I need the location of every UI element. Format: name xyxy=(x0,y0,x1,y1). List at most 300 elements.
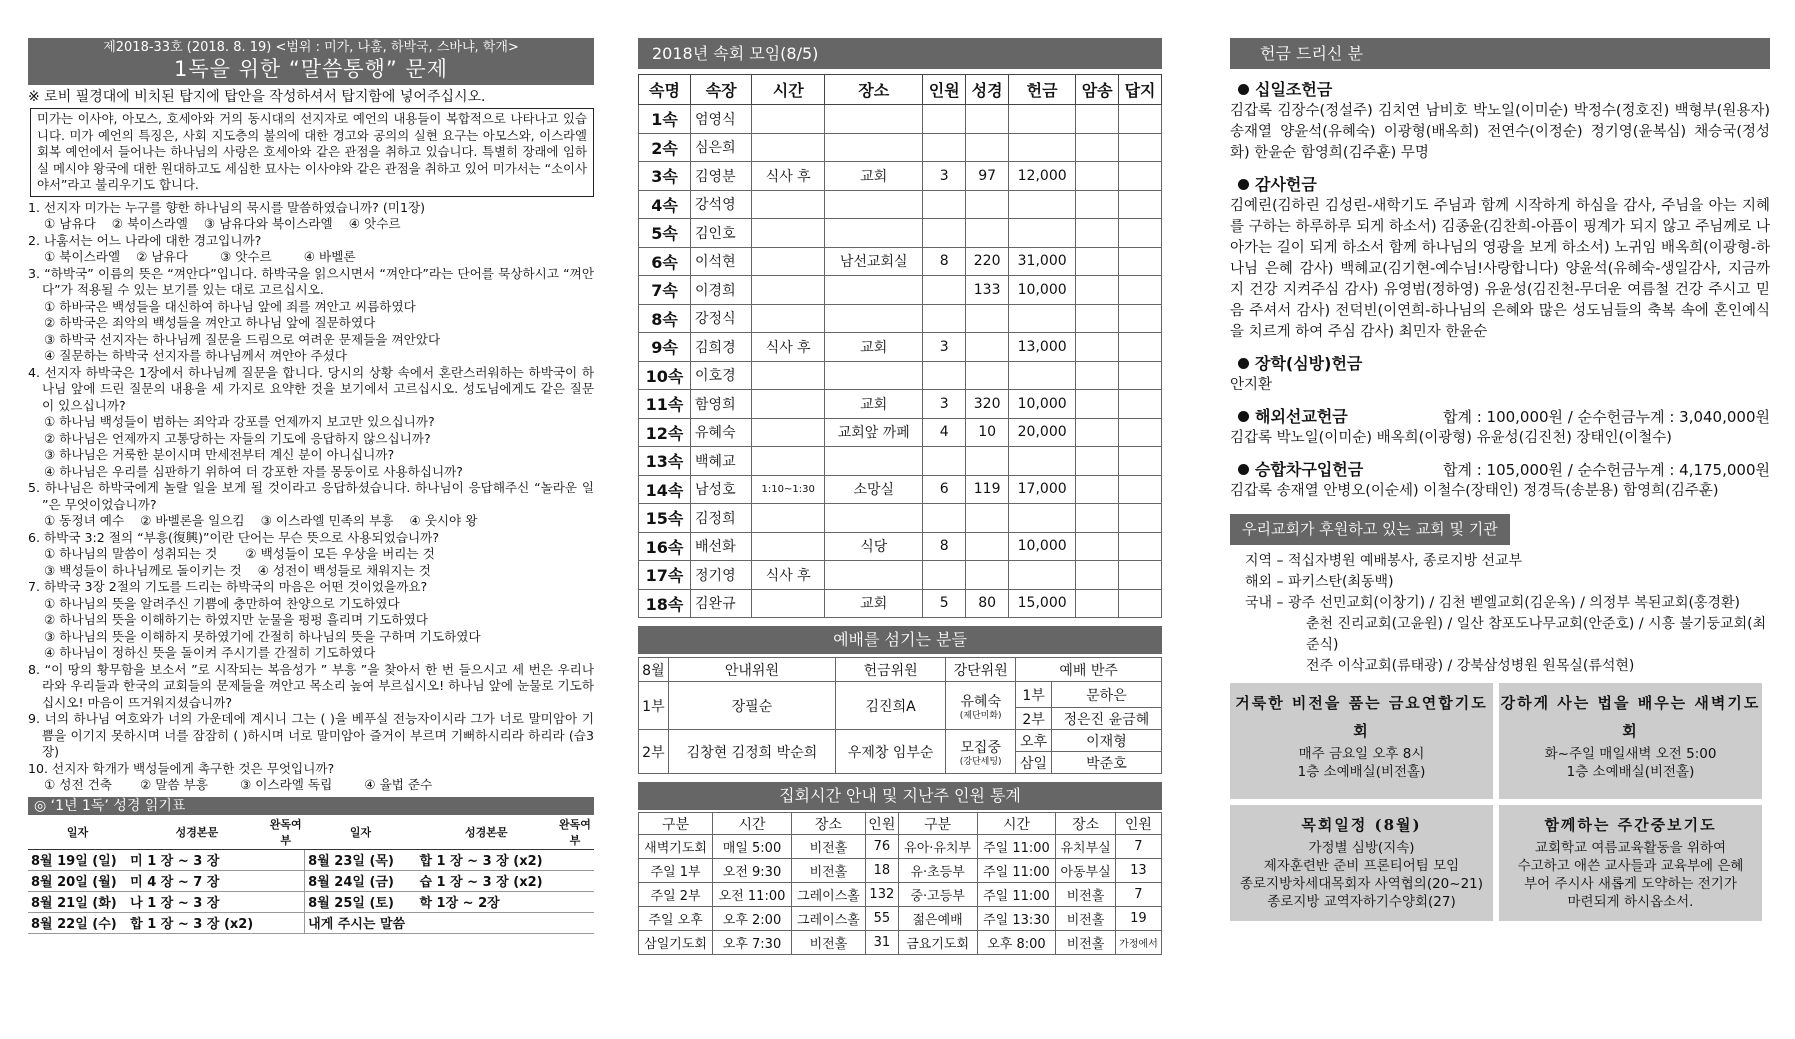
quiz-intro: 미가는 이사야, 아모스, 호세아와 거의 동시대의 선지자로 예언의 내용들이 복합적으로 나타나고 있습니다. 미가 예언의 특징은, 사회 지도층의 불의에 대한 경고와 공의의 실현 요구는 아모스와, 이스라엘 회복 예언에서 들어나는 하나님의 사랑은 호세아와 같은 관점을 취하고 있습니다. 특별히 장래에 임하실 메시야 왕국에 대한 원대하고도 세심한 묘사는 이사야와 같은 관점을 취하고 있어 미가서는 “소이사야서”라고 불리우기도 합니다. xyxy=(30,108,594,197)
cell-table-cell xyxy=(1009,219,1076,248)
cell-row xyxy=(639,589,1162,618)
cell-table-cell xyxy=(752,361,825,390)
reading-check-box[interactable] xyxy=(267,849,305,870)
question-option: ④ 하나님이 정하신 뜻을 돌이켜 주시기를 간절히 기도하였다 xyxy=(44,645,376,661)
cell-table-cell: 식사 후 xyxy=(752,162,825,191)
cell-table-cell: 3속 xyxy=(639,162,691,191)
cell-table-cell xyxy=(1119,589,1162,618)
notice-boxes xyxy=(1230,683,1770,921)
cell-table-cell xyxy=(752,589,825,618)
cell-table-cell xyxy=(1119,475,1162,504)
cell-table-cell xyxy=(1119,304,1162,333)
cell-table-cell: 유혜숙 xyxy=(691,418,752,447)
bullet-icon xyxy=(1238,464,1249,475)
stats-cell: 55 xyxy=(866,907,899,931)
support-line: 지역 – 적십자병원 예배봉사, 종로지방 선교부 xyxy=(1245,553,1523,569)
cell-table-cell xyxy=(1119,247,1162,276)
cell-table-cell xyxy=(1076,190,1119,219)
cell-table-cell: 정기영 xyxy=(691,561,752,590)
cell-table-cell xyxy=(752,504,825,533)
cell-table-cell: 20,000 xyxy=(1009,418,1076,447)
attendance-stats-table xyxy=(638,812,1162,955)
cell-table-cell: 16속 xyxy=(639,532,691,561)
altar-role: (강단세팅) xyxy=(959,756,1002,767)
quiz-title: 1독을 위한 “말씀통행” 문제 xyxy=(173,57,448,81)
reading-passage: 합 1 장 ~ 3 장 (x2) xyxy=(416,849,556,870)
reading-check-box[interactable] xyxy=(267,912,305,933)
stats-cell: 삼일기도회 xyxy=(639,931,713,955)
offering-category xyxy=(1230,406,1348,428)
stats-header: 구분 xyxy=(639,813,713,835)
reading-passage: 학 1장 ~ 2장 xyxy=(416,891,556,912)
reading-date: 8월 22일 (수) xyxy=(28,912,127,933)
worship-header: 8월 xyxy=(639,658,669,682)
stats-row xyxy=(639,859,1162,883)
cell-table-cell xyxy=(1119,532,1162,561)
question-option: ① 하나님 백성들이 범하는 죄악과 강포를 언제까지 보고만 있으십니까? xyxy=(44,414,435,430)
cell-meeting-title: 2018년 속회 모임(8/5) xyxy=(638,38,1162,69)
stats-cell: 7 xyxy=(1115,883,1161,907)
cell-table-cell: 엄영식 xyxy=(691,105,752,134)
stats-row xyxy=(639,931,1162,955)
offering-label: 십일조헌금 xyxy=(1255,80,1333,99)
question-option: ④ 하나님은 우리를 심판하기 위하여 더 강포한 자를 몽둥이로 사용하십니까? xyxy=(44,463,463,479)
cell-table-cell xyxy=(1076,589,1119,618)
question-item xyxy=(28,711,594,761)
reading-date: 8월 20일 (월) xyxy=(28,870,127,891)
stats-cell: 아동부실 xyxy=(1056,859,1116,883)
notice-box xyxy=(1499,683,1762,799)
offering-names: 김갑록 박노일(이미순) 배옥희(이광형) 유윤성(김진천) 장태인(이철수) xyxy=(1230,430,1672,446)
cell-table-cell xyxy=(1076,418,1119,447)
question-item xyxy=(28,365,594,481)
cell-table-cell: 김인호 xyxy=(691,219,752,248)
question-text: 2. 나훔서는 어느 나라에 대한 경고입니까? xyxy=(28,232,262,248)
question-option: ④ 질문하는 하박국 선지자를 하나님께서 껴안아 주셨다 xyxy=(44,348,347,364)
cell-table-cell xyxy=(1119,105,1162,134)
cell-table-header: 시간 xyxy=(752,75,825,105)
cell-table-cell: 17,000 xyxy=(1009,475,1076,504)
question-option: ③ 하나님의 뜻을 이해하지 못하였기에 간절히 하나님의 뜻을 구하며 기도하였다 xyxy=(44,628,481,644)
cell-table-cell xyxy=(1076,447,1119,476)
reading-row xyxy=(28,870,594,891)
cell-table-cell xyxy=(1009,361,1076,390)
offering-total: 합계 : 105,000원 / 순수헌금누계 : 4,175,000원 xyxy=(1442,461,1770,479)
offering-section-head xyxy=(1230,174,1770,196)
question-text: 9. 너의 하나님 여호와가 너의 가운데에 계시니 그는 ( )을 베푸실 전능자이시라 그가 너로 말미암아 기쁨을 이기지 못하시며 너를 잠잠히 ( )하시며 너로 말미암아 즐거이 부르며 기뻐하시리라 하리라 (습3장) xyxy=(28,711,594,760)
cell-table-cell xyxy=(752,532,825,561)
cell-table-cell: 6 xyxy=(923,475,966,504)
offering-names: 안지환 xyxy=(1230,377,1273,393)
cell-table-cell xyxy=(1009,105,1076,134)
notice-box-line: 매주 금요일 오후 8시 xyxy=(1298,746,1425,762)
cell-table-cell: 18속 xyxy=(639,589,691,618)
offering-category xyxy=(1230,174,1317,196)
stats-cell: 비전홀 xyxy=(1056,883,1116,907)
cell-table-cell xyxy=(923,504,966,533)
offering-category xyxy=(1230,459,1363,481)
cell-table-cell xyxy=(1009,133,1076,162)
notice-box-title: 거룩한 비전을 품는 금요연합기도회 xyxy=(1235,694,1488,740)
cell-table-cell xyxy=(825,105,923,134)
cell-table-cell xyxy=(1119,361,1162,390)
question-option: ③ 하나님은 거룩한 분이시며 만세전부터 계신 분이 아니십니까? xyxy=(44,447,395,463)
cell-table-cell: 교회 xyxy=(825,333,923,362)
worship-servers-title: 예배를 섬기는 분들 xyxy=(638,626,1162,654)
reading-plan-bar: ◎ ‘1년 1독’ 성경 읽기표 xyxy=(28,797,594,815)
support-line: 해외 – 파키스탄(최동백) xyxy=(1245,574,1394,590)
cell-table-cell: 교회 xyxy=(825,162,923,191)
cell-table-cell xyxy=(752,219,825,248)
reading-check-box[interactable] xyxy=(556,849,594,870)
question-text: 8. “이 땅의 황무함을 보소서 ”로 시작되는 복음성가 ” 부흥 ”을 찾아서 한 번 들으시고 세 번은 우리나라와 우리들과 한국의 교회들의 문제들을 껴안고 목소리 높여 부르십시오! 하나님 앞에 눈물로 기도하십시오! 마음이 뜨거워지셨습니까? xyxy=(28,661,594,710)
cell-table-cell xyxy=(752,190,825,219)
cell-table-cell: 식사 후 xyxy=(752,561,825,590)
stats-cell: 19 xyxy=(1115,907,1161,931)
cell-table-cell: 식당 xyxy=(825,532,923,561)
bullet-icon xyxy=(1238,411,1249,422)
cell-table-cell: 97 xyxy=(966,162,1009,191)
cell-row xyxy=(639,447,1162,476)
question-text: 10. 선지자 학개가 백성들에게 촉구한 것은 무엇입니까? xyxy=(28,760,335,776)
cell-table-cell xyxy=(966,304,1009,333)
cell-table-cell: 4 xyxy=(923,418,966,447)
cell-table-cell: 13속 xyxy=(639,447,691,476)
cell-table-cell xyxy=(923,105,966,134)
notice-box-title: 강하게 사는 법을 배우는 새벽기도회 xyxy=(1500,694,1761,740)
offering-section xyxy=(1230,174,1770,343)
reading-passage: 미 1 장 ~ 3 장 xyxy=(127,849,267,870)
reading-passage: 나 1 장 ~ 3 장 xyxy=(127,891,267,912)
cell-table-cell xyxy=(752,304,825,333)
cell-table-cell xyxy=(1076,133,1119,162)
support-list xyxy=(1245,551,1770,677)
stats-cell: 오후 2:00 xyxy=(713,907,792,931)
cell-table-header: 속명 xyxy=(639,75,691,105)
cell-table-cell: 심은희 xyxy=(691,133,752,162)
cell-table-cell: 15,000 xyxy=(1009,589,1076,618)
cell-table-cell: 10 xyxy=(966,418,1009,447)
cell-table-cell xyxy=(825,447,923,476)
cell-table-cell xyxy=(752,447,825,476)
stats-row xyxy=(639,883,1162,907)
support-line: 전주 이삭교회(류태광) / 강북삼성병원 원목실(류석현) xyxy=(1306,658,1635,674)
cell-table-cell xyxy=(752,390,825,419)
cell-table-cell: 김완규 xyxy=(691,589,752,618)
cell-table-cell xyxy=(923,219,966,248)
stats-cell: 주일 오후 xyxy=(639,907,713,931)
cell-table-cell xyxy=(825,219,923,248)
question-option: ② 하박국은 죄악의 백성들을 껴안고 하나님 앞에 질문하였다 xyxy=(44,315,376,331)
cell-table-cell: 10속 xyxy=(639,361,691,390)
reading-check-box[interactable] xyxy=(267,870,305,891)
question-list xyxy=(28,200,594,794)
offering-section xyxy=(1230,406,1770,449)
cell-table-cell: 119 xyxy=(966,475,1009,504)
stats-header: 장소 xyxy=(791,813,865,835)
offering-section-head xyxy=(1230,353,1770,375)
cell-row xyxy=(639,162,1162,191)
notice-box-title: 목회일정 (8월) xyxy=(1301,816,1422,834)
cell-table-cell: 남성호 xyxy=(691,475,752,504)
cell-table-cell xyxy=(825,504,923,533)
cell-row xyxy=(639,133,1162,162)
accomp-part: 오후 xyxy=(1016,730,1052,752)
offering-category xyxy=(1230,353,1362,375)
offering-title: 헌금 드리신 분 xyxy=(1230,38,1770,69)
cell-meeting-table xyxy=(638,74,1162,618)
cell-table-cell: 1속 xyxy=(639,105,691,134)
question-text: 1. 선지자 미가는 누구를 향한 하나님의 묵시를 말씀하였습니까? (미1장) xyxy=(28,199,426,215)
cell-table-cell: 320 xyxy=(966,390,1009,419)
question-text: 4. 선지자 하박국은 1장에서 하나님께 질문을 합니다. 당시의 상황 속에서 혼란스러워하는 하박국이 하나님 앞에 드린 질문의 내용을 세 가지로 요약한 것을 보기에서 고르십시오. 성도님에게도 같은 질문이 있으십니까? xyxy=(28,364,594,413)
stats-header: 시간 xyxy=(977,813,1056,835)
question-option: ③ 백성들이 하나님께로 돌이키는 것 ④ 성전이 백성들로 채워지는 것 xyxy=(44,562,431,578)
cell-table-cell xyxy=(1119,162,1162,191)
cell-table-cell xyxy=(1119,190,1162,219)
stats-cell: 주일 11:00 xyxy=(977,835,1056,859)
reading-passage: 합 1 장 ~ 3 장 (x2) xyxy=(127,912,267,933)
stats-cell: 오후 7:30 xyxy=(713,931,792,955)
cell-table-cell xyxy=(923,190,966,219)
cell-table-header: 장소 xyxy=(825,75,923,105)
worship-altar xyxy=(946,730,1016,774)
cell-table-cell xyxy=(1119,418,1162,447)
cell-table-cell: 6속 xyxy=(639,247,691,276)
cell-table-cell: 133 xyxy=(966,276,1009,305)
cell-table-cell xyxy=(923,447,966,476)
worship-offering: 김진희A xyxy=(836,682,946,730)
cell-table-cell: 12속 xyxy=(639,418,691,447)
question-item xyxy=(28,480,594,530)
question-option: ① 남유다 ② 북이스라엘 ③ 남유다와 북이스라엘 ④ 앗수르 xyxy=(44,216,401,232)
reading-date: 8월 23일 (목) xyxy=(305,849,417,870)
cell-table-cell: 2속 xyxy=(639,133,691,162)
support-title: 우리교회가 후원하고 있는 교회 및 기관 xyxy=(1230,514,1510,545)
reading-date: 8월 21일 (화) xyxy=(28,891,127,912)
stats-cell: 비전홀 xyxy=(791,835,865,859)
stats-cell: 매일 5:00 xyxy=(713,835,792,859)
cell-table-cell: 백혜교 xyxy=(691,447,752,476)
cell-row xyxy=(639,561,1162,590)
worship-header: 헌금위원 xyxy=(836,658,946,682)
stats-cell: 주일 11:00 xyxy=(977,883,1056,907)
reading-check-box[interactable] xyxy=(267,891,305,912)
reading-header: 성경본문 xyxy=(416,815,556,850)
offering-section-head xyxy=(1230,79,1770,101)
cell-table-cell xyxy=(966,333,1009,362)
cell-table-cell xyxy=(966,532,1009,561)
question-text: 7. 하박국 3장 2절의 기도를 드리는 하박국의 마음은 어떤 것이었을까요? xyxy=(28,579,428,595)
worship-header: 예배 반주 xyxy=(1016,658,1162,682)
cell-table-cell: 함영희 xyxy=(691,390,752,419)
reading-row xyxy=(28,891,594,912)
cell-table-cell xyxy=(1009,561,1076,590)
offering-column xyxy=(1230,38,1770,921)
cell-table-header: 성경 xyxy=(966,75,1009,105)
altar-name: 유혜숙 xyxy=(960,693,1001,710)
cell-table-cell: 이경희 xyxy=(691,276,752,305)
offering-names: 김예린(김하린 김성린-새학기도 주님과 함께 시작하게 하심을 감사, 주님을 아는 지혜를 구하는 하루하루 되게 하소서) 김종윤(김찬희-아픔이 핑계가 되지 않고 주님께로 나아가는 길이 되게 하소서 함께 하나님의 영광을 보게 하소서) 노귀임 배옥희(이광형-하나님 은혜 감사) 백혜교(김기현-예수님!사랑합니다) 양윤석(유혜숙-생일감사, 지금까지 건강 지켜주심 감사) 유영범(정하영) 유윤성(김진천-무더운 여름철 건강 주시고 믿음 주셔서 감사) 전덕빈(이연희-하나님의 은혜와 많은 성도님들의 축복 속에 혼인예식을 치르게 하여 주심 감사) 최민자 한윤순 xyxy=(1230,198,1770,340)
reading-plan-table xyxy=(28,815,594,934)
stats-header: 시간 xyxy=(713,813,792,835)
cell-table-cell: 10,000 xyxy=(1009,532,1076,561)
offering-sections xyxy=(1230,79,1770,502)
notice-box-line: 1층 소예배실(비전홀) xyxy=(1297,764,1426,780)
reading-check-box[interactable] xyxy=(556,912,594,933)
bullet-icon xyxy=(1238,358,1249,369)
stats-cell: 주일 1부 xyxy=(639,859,713,883)
altar-name: 모집중 xyxy=(960,739,1001,756)
cell-table-cell xyxy=(923,361,966,390)
notice-box-line: 교회학교 여름교육활동을 위하여 xyxy=(1534,840,1727,856)
cell-table-cell: 남선교회실 xyxy=(825,247,923,276)
cell-table-cell xyxy=(1119,333,1162,362)
stats-cell: 새벽기도회 xyxy=(639,835,713,859)
cell-table-cell: 교회 xyxy=(825,589,923,618)
question-option: ① 성전 건축 ② 말씀 부흥 ③ 이스라엘 독립 ④ 율법 준수 xyxy=(44,777,433,793)
accomp-name: 정은진 윤금혜 xyxy=(1051,708,1161,730)
meeting-column xyxy=(638,38,1162,955)
worship-part: 2부 xyxy=(639,730,669,774)
question-item xyxy=(28,266,594,365)
cell-row xyxy=(639,475,1162,504)
question-option: ① 하나님의 뜻을 알려주신 기쁨에 충만하여 찬양으로 기도하였다 xyxy=(44,595,400,611)
stats-cell: 오전 9:30 xyxy=(713,859,792,883)
cell-table-cell xyxy=(1076,532,1119,561)
cell-table-cell xyxy=(966,219,1009,248)
cell-table-cell xyxy=(1119,390,1162,419)
notice-box-line: 종로지방차세대목회자 사역협의(20~21) xyxy=(1239,876,1484,892)
offering-total: 합계 : 100,000원 / 순수헌금누계 : 3,040,000원 xyxy=(1442,408,1770,426)
offering-label: 감사헌금 xyxy=(1255,175,1317,194)
cell-row xyxy=(639,390,1162,419)
question-option: ① 북이스라엘 ② 남유다 ③ 앗수르 ④ 바벨론 xyxy=(44,249,356,265)
notice-box xyxy=(1499,805,1762,921)
stats-cell: 132 xyxy=(866,883,899,907)
offering-label: 장학(심방)헌금 xyxy=(1255,354,1363,373)
question-option: ③ 하박국 선지자는 하나님께 질문을 드림으로 여려운 문제들을 껴안았다 xyxy=(44,331,441,347)
question-item xyxy=(28,761,594,794)
notice-box-line: 마련되게 하시옵소서. xyxy=(1567,894,1694,910)
stats-cell: 중·고등부 xyxy=(898,883,977,907)
issue-info: 제2018-33호 (2018. 8. 19) <범위 : 미가, 나훔, 하박국, 스바냐, 학개> xyxy=(103,40,519,55)
stats-cell: 비전홀 xyxy=(1056,907,1116,931)
worship-offering: 우제창 임부순 xyxy=(836,730,946,774)
reading-check-box[interactable] xyxy=(556,870,594,891)
cell-table-cell xyxy=(1119,447,1162,476)
cell-table-cell xyxy=(1119,133,1162,162)
notice-box-title: 함께하는 주간중보기도 xyxy=(1544,816,1717,834)
cell-row xyxy=(639,304,1162,333)
cell-table-cell xyxy=(966,190,1009,219)
worship-altar xyxy=(946,682,1016,730)
stats-cell: 그레이스홀 xyxy=(791,907,865,931)
reading-header: 완독여부 xyxy=(556,815,594,850)
cell-table-cell xyxy=(752,133,825,162)
cell-table-cell xyxy=(1076,162,1119,191)
cell-table-cell: 3 xyxy=(923,390,966,419)
cell-row xyxy=(639,219,1162,248)
cell-table-cell: 김희경 xyxy=(691,333,752,362)
support-line: 춘천 진리교회(고윤원) / 일산 참포도나무교회(안준호) / 시흥 불기둥교회(최준식) xyxy=(1306,616,1767,653)
reading-date: 내게 주시는 말씀 xyxy=(305,912,417,933)
cell-table-cell: 강석영 xyxy=(691,190,752,219)
notice-box-line: 수고하고 애쓴 교사들과 교육부에 은혜 xyxy=(1517,858,1744,874)
cell-table-cell: 김영분 xyxy=(691,162,752,191)
stats-cell: 유·초등부 xyxy=(898,859,977,883)
cell-table-header: 인원 xyxy=(923,75,966,105)
cell-table-cell: 14속 xyxy=(639,475,691,504)
cell-table-cell xyxy=(1009,190,1076,219)
notice-box-line: 1층 소예배실(비전홀) xyxy=(1566,764,1695,780)
cell-table-cell: 강정식 xyxy=(691,304,752,333)
stats-row xyxy=(639,907,1162,931)
cell-table-cell: 1:10~1:30 xyxy=(752,475,825,504)
reading-passage xyxy=(416,912,556,933)
stats-cell: 13 xyxy=(1115,859,1161,883)
bullet-icon xyxy=(1238,84,1249,95)
notice-box-line: 제자훈련반 준비 프론티어팀 모임 xyxy=(1263,858,1460,874)
cell-table-cell xyxy=(1119,504,1162,533)
stats-cell: 유치부실 xyxy=(1056,835,1116,859)
cell-table-cell xyxy=(825,304,923,333)
cell-table-cell: 이석현 xyxy=(691,247,752,276)
stats-cell: 오후 8:00 xyxy=(977,931,1056,955)
stats-cell: 비전홀 xyxy=(791,859,865,883)
cell-table-cell: 8속 xyxy=(639,304,691,333)
question-option: ② 하나님의 뜻을 이해하기는 하였지만 눈물을 펑펑 흘리며 기도하였다 xyxy=(44,612,428,628)
stats-cell: 주일 13:30 xyxy=(977,907,1056,931)
cell-table-cell: 12,000 xyxy=(1009,162,1076,191)
stats-cell: 31 xyxy=(866,931,899,955)
stats-header: 인원 xyxy=(866,813,899,835)
cell-table-cell: 10,000 xyxy=(1009,276,1076,305)
cell-table-header: 헌금 xyxy=(1009,75,1076,105)
cell-table-cell xyxy=(966,447,1009,476)
bible-quiz-column xyxy=(28,38,594,934)
stats-cell: 가정에서 xyxy=(1115,931,1161,955)
cell-table-cell xyxy=(825,190,923,219)
cell-table-cell xyxy=(1076,247,1119,276)
offering-label: 승합차구입헌금 xyxy=(1255,460,1364,479)
cell-table-cell xyxy=(1076,390,1119,419)
stats-cell: 7 xyxy=(1115,835,1161,859)
offering-names: 김갑록 김장수(정설주) 김치연 남비호 박노일(이미순) 박정수(정호진) 백형부(원용자) 송재열 양윤석(유혜숙) 이광형(배옥희) 전연수(이정순) 정기영(윤복심) 채승국(정성화) 한윤순 함영희(김주훈) 무명 xyxy=(1230,103,1770,161)
accomp-name: 박준호 xyxy=(1051,752,1161,774)
accomp-part: 1부 xyxy=(1016,682,1052,708)
worship-guide: 김창현 김정희 박순희 xyxy=(668,730,835,774)
cell-table-cell: 5속 xyxy=(639,219,691,248)
cell-table-cell xyxy=(825,361,923,390)
reading-row xyxy=(28,912,594,933)
cell-row xyxy=(639,247,1162,276)
reading-check-box[interactable] xyxy=(556,891,594,912)
reading-date: 8월 24일 (금) xyxy=(305,870,417,891)
notice-box xyxy=(1230,683,1493,799)
offering-section-head xyxy=(1230,459,1770,481)
question-item xyxy=(28,530,594,580)
question-option: ① 동정녀 예수 ② 바벨론을 일으킴 ③ 이스라엘 민족의 부흥 ④ 웃시야 왕 xyxy=(44,513,478,529)
cell-table-cell xyxy=(966,105,1009,134)
cell-table-cell: 식사 후 xyxy=(752,333,825,362)
offering-section xyxy=(1230,459,1770,502)
cell-table-cell: 8 xyxy=(923,532,966,561)
cell-table-cell xyxy=(923,561,966,590)
question-item xyxy=(28,662,594,712)
offering-section xyxy=(1230,79,1770,164)
cell-table-cell: 15속 xyxy=(639,504,691,533)
